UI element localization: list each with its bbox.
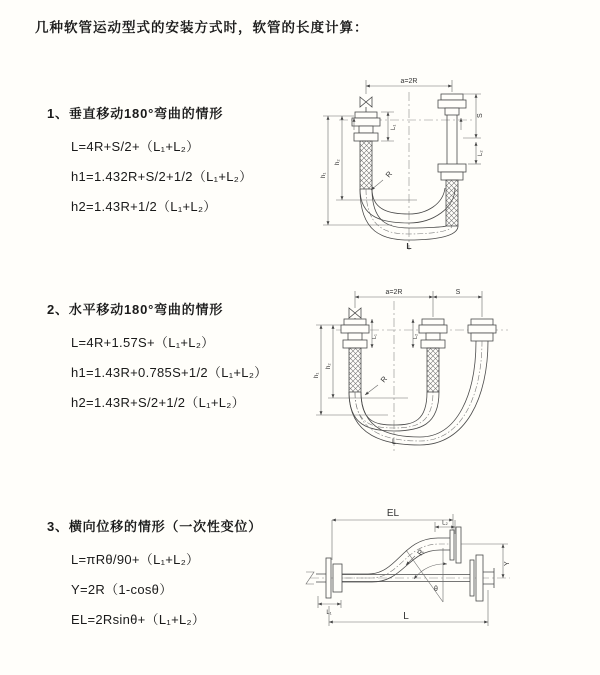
middle-flange-fitting [419, 319, 447, 392]
hose-braid [427, 348, 439, 392]
radius-label: R [378, 374, 390, 385]
diagram-horizontal-180-bend [308, 281, 593, 466]
section-2-formulas [47, 328, 267, 418]
hose-braid [360, 141, 372, 189]
dim-label-l2: L₂ [442, 520, 448, 527]
dim-label-a2r: a=2R [385, 289, 403, 296]
angle-label: θ [434, 586, 438, 593]
formula-line: h2=1.43R+1/2（L₁+L₂） [71, 199, 217, 214]
diagram-2-drawing [308, 281, 593, 466]
dim-label-l1: L₁ [391, 124, 397, 130]
dim-label-h2: h₂ [335, 159, 341, 165]
dim-label-l1: L₁ [372, 334, 378, 339]
hose-braid [446, 180, 458, 226]
valve-icon [349, 308, 361, 319]
diagram-vertical-180-bend [309, 68, 581, 256]
radius-label: R [383, 169, 395, 180]
radius-label: R [415, 547, 426, 558]
dim-label-h1: h₁ [314, 372, 320, 378]
formula-line: L=4R+1.57S+（L₁+L₂） [71, 335, 215, 350]
upper-flange [450, 527, 461, 563]
diagram-1-drawing [309, 68, 581, 256]
section-horizontal-movement [47, 299, 267, 418]
right-flange-fitting [438, 94, 466, 226]
formula-line: Y=2R（1-cosθ） [71, 582, 173, 597]
formula-line: h1=1.432R+S/2+1/2（L₁+L₂） [71, 169, 253, 184]
right-flange [470, 555, 494, 601]
dim-label-h2: h₂ [326, 363, 332, 369]
formula-line: EL=2Rsinθ+（L₁+L₂） [71, 612, 206, 627]
left-flange-fitting [341, 319, 369, 392]
dim-label-l: L [403, 611, 409, 622]
formula-line: h2=1.43R+S/2+1/2（L₁+L₂） [71, 395, 245, 410]
section-3-formulas [47, 545, 262, 635]
dim-label-l2: L₂ [413, 333, 419, 339]
valve-icon [360, 97, 372, 112]
dim-label-y: Y [504, 561, 511, 566]
page-title: 几种软管运动型式的安装方式时，软管的长度计算： [35, 20, 369, 35]
formula-line: h1=1.43R+0.785S+1/2（L₁+L₂） [71, 365, 268, 380]
dim-label-l1: L₁ [326, 610, 332, 616]
right-flange-fitting [468, 319, 496, 341]
section-1-heading: 1、垂直移动180°弯曲的情形 [47, 106, 224, 121]
hose-s-curve [334, 538, 450, 582]
section-3-heading: 3、横向位移的情形（一次性变位） [47, 519, 263, 534]
angle-construction [406, 548, 447, 602]
diagram-3-drawing [298, 500, 593, 645]
dim-label-h1: h₁ [321, 172, 327, 178]
left-flange-fitting [352, 112, 380, 189]
dim-label-s: S [477, 113, 484, 118]
hose-braid [349, 348, 361, 392]
diagram-lateral-displacement [298, 500, 593, 645]
length-label: L [392, 439, 396, 446]
hose-u-bend-displaced-curves [349, 341, 488, 445]
dim-label-el: EL [386, 508, 400, 519]
length-label: L [406, 241, 412, 251]
dim-label-l2: L₂ [478, 150, 484, 156]
section-vertical-movement [47, 103, 252, 222]
section-1-formulas [47, 132, 252, 222]
section-2-heading: 2、水平移动180°弯曲的情形 [47, 302, 224, 317]
dim-label-a2r: a=2R [400, 78, 418, 85]
dim-label-s: S [455, 289, 461, 296]
formula-line: L=4R+S/2+（L₁+L₂） [71, 139, 200, 154]
section-lateral-displacement [47, 516, 262, 635]
formula-line: L=πRθ/90+（L₁+L₂） [71, 552, 200, 567]
